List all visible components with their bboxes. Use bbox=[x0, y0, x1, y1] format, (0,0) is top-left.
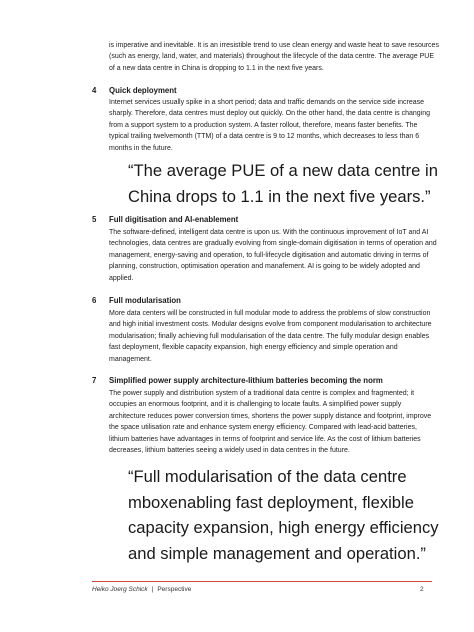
pull-quote-pue: “The average PUE of a new data centre in China drops to 1.1 in the next five years.” bbox=[128, 161, 438, 206]
page-footer bbox=[92, 586, 191, 593]
section-7-title: Simplified power supply architecture-lithium batteries becoming the norm bbox=[109, 376, 383, 385]
section-6-title: Full modularisation bbox=[109, 296, 181, 305]
section-5-title: Full digitisation and AI-enablement bbox=[109, 215, 239, 224]
footer-separator: | bbox=[151, 586, 154, 593]
section-6-number: 6 bbox=[92, 296, 97, 305]
footer-divider bbox=[92, 581, 432, 582]
page-number: 2 bbox=[420, 586, 424, 593]
section-7-number: 7 bbox=[92, 376, 97, 385]
pull-quote-modularisation: “Full modularisation of the data centre mboxenabling fast deployment, flexible capacity expansion, high energy efficiency and simple management and operation.” bbox=[128, 467, 439, 563]
section-6-paragraph: More data centers will be constructed in full modular mode to address the problems of slow construction and high initial investment costs. Modular designs evolve from component modularisation to architecture modularisation; finally achieving full modularisation of the data centre. The fully modular design enables fast deployment, flexible capacity expansion, high energy efficiency and simple operation and management. bbox=[109, 310, 432, 363]
footer-section-label: Perspective bbox=[157, 586, 192, 593]
section-7-paragraph: The power supply and distribution system of a traditional data centre is complex and fragmented; it occupies an enormous footprint, and it is challenging to locate faults. A simplified power supply architecture reduces power conversion times, shortens the power supply distance and footprint, improve the space utilisation rate and enhance system energy efficiency. Compared with lead-acid batteries, lithium batteries have advantages in terms of footprint and service life. As the cost of lithium batteries decreases, lithium batteries seeing a widely used in data centres in the future. bbox=[109, 390, 432, 455]
section-4-paragraph: Internet services usually spike in a short period; data and traffic demands on the service side increase sharply. Therefore, data centres must deploy out quickly. On the other hand, the data centre is changing from a support system to a production system. A faster rollout, therefore, means faster benefits. The typical trailing twelvemonth (TTM) of a data centre is 9 to 12 months, which decreases to less than 6 months in the future. bbox=[109, 99, 431, 152]
intro-paragraph: is imperative and inevitable. It is an irresistible trend to use clean energy and waste heat to save resources (such as energy, land, water, and materials) throughout the lifecycle of the data centre. The average PUE of a new data centre in China is dropping to 1.1 in the next five years. bbox=[109, 42, 439, 72]
section-5-paragraph: The software-defined, intelligent data centre is upon us. With the continuous improvement of IoT and AI technologies, data centres are gradually evolving from single-domain digitisation in terms of operation and management, energy-saving and operation, to full-lifecycle digitisation and automatic driving in terms of planning, construction, optimisation operation and manafement. AI is going to be widely adopted and applied. bbox=[109, 229, 437, 282]
section-4-number: 4 bbox=[92, 86, 97, 95]
footer-author: Heiko Joerg Schick bbox=[92, 586, 148, 593]
section-4-title: Quick deployment bbox=[109, 86, 177, 95]
section-5-number: 5 bbox=[92, 215, 97, 224]
